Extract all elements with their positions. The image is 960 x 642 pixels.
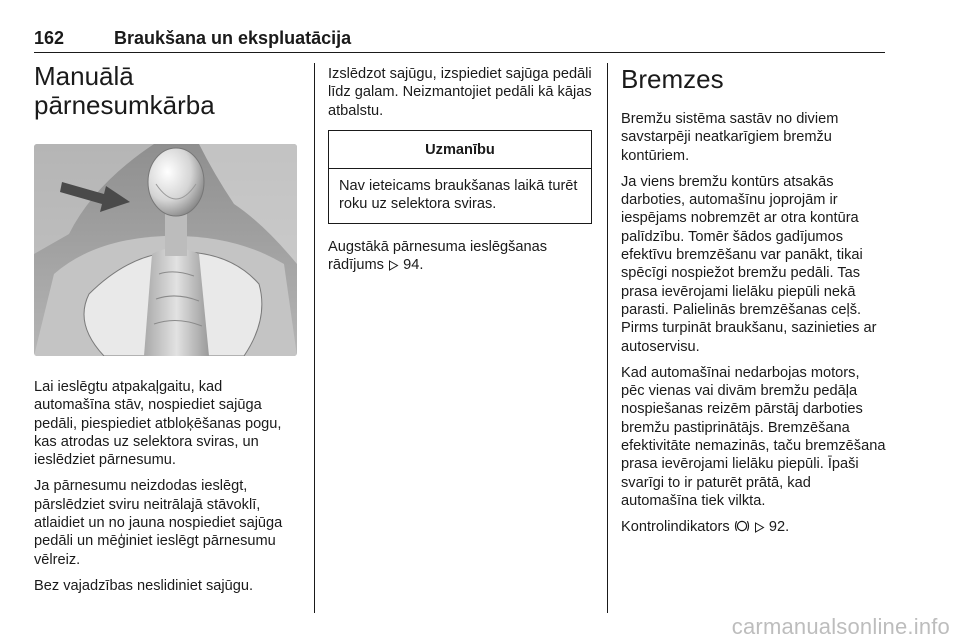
page-reference-icon (754, 520, 765, 538)
brake-circuit-failure-paragraph: Ja viens bremžu kontūrs atsakās darboties, automašīnu joprojām ir iespējams nobremzēt ar otra kontūra palīdzību. Tomēr šādos gadījumos efektīvu bremzēšanu var panākt, tikai spēcīgi nospiežot bremžu pedāli. Tas prasa ievērojami lielāku piepūli nekā parasti. Palielinās bremzēšanas ceļš. Pirms turpināt braukšanu, sazinieties ar autoservisu. (621, 173, 877, 355)
caution-title: Uzmanību (329, 131, 591, 169)
shift-indicator-page[interactable]: 94. (403, 257, 424, 274)
brake-warning-icon (734, 519, 750, 538)
shift-indicator-paragraph (328, 238, 592, 277)
page-reference-icon (388, 258, 399, 276)
reverse-gear-paragraph: Lai ieslēgtu atpakaļgaitu, kad automašīna stāv, nospiediet sajūga pedāli, piespiediet atbloķēšanas pogu, kas atrodas uz selektora sviras, un ieslēdziet pārnesumu. (34, 379, 282, 469)
heading-line-1: Manuālā (34, 61, 134, 91)
watermark: carmanualsonline.info (731, 614, 950, 639)
caution-text: Nav ieteicams braukšanas laikā turēt roku uz selektora sviras. (339, 178, 578, 213)
indicator-label: Kontrolindikators (621, 519, 730, 536)
gear-retry-paragraph: Ja pārnesumu neizdodas ieslēgt, pārslēdziet sviru neitrālajā stāvoklī, atlaidiet un no jauna nospiediet sajūga pedāli un mēģiniet ieslēgt pārnesumu vēlreiz. (34, 478, 283, 568)
gear-shifter-illustration (34, 144, 297, 356)
heading-line-2: pārnesumkārba (34, 90, 215, 120)
middle-column (328, 65, 592, 284)
shift-indicator-text: Augstākā pārnesuma ieslēgšanas rādījums (328, 238, 548, 274)
page-header (34, 28, 885, 53)
chapter-title: Braukšana un ekspluatācija (114, 28, 352, 48)
clutch-paragraph: Izslēdzot sajūgu, izspiediet sajūga pedāli līdz galam. Neizmantojiet pedāli kā kājas atbalstu. (328, 66, 592, 119)
column-divider-1 (314, 63, 315, 613)
page-number: 162 (34, 28, 65, 48)
brake-system-paragraph: Bremžu sistēma sastāv no diviem savstarpēji neatkarīgiem bremžu kontūriem. (621, 111, 839, 164)
brake-booster-paragraph: Kad automašīnai nedarbojas motors, pēc vienas vai divām bremžu pedāļa nospiešanas reizēm pārstāj darboties bremžu pastiprinātājs. Bremzēšana efektivitāte nemazinās, taču bremzēšana prasa ievērojami lielāku piepūli. Īpaši svarīgi to ir paturēt prātā, kad automašīna tiek vilkta. (621, 364, 886, 509)
right-column (621, 65, 887, 547)
indicator-page[interactable]: 92. (768, 519, 790, 536)
manual-transmission-heading (34, 62, 302, 120)
clutch-slip-paragraph: Bez vajadzības neslidiniet sajūgu. (34, 577, 254, 594)
brakes-heading: Bremzes (621, 64, 724, 94)
caution-box (328, 130, 592, 224)
indicator-paragraph (621, 518, 887, 538)
column-divider-2 (607, 63, 608, 613)
left-column (34, 62, 302, 603)
